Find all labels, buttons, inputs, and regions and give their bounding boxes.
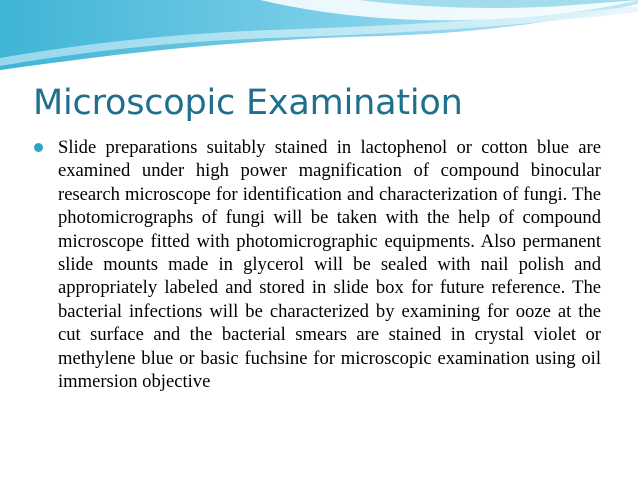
header-wave-decoration bbox=[0, 0, 638, 80]
slide-title: Microscopic Examination bbox=[33, 83, 463, 123]
bullet-dot-icon bbox=[34, 143, 43, 152]
bullet-text: Slide preparations suitably stained in lactophenol or cotton blue are examined under high power magnification of compound binocular research microscope for identification and characterization of fungi. The photomicrographs of fungi will be taken with the help of compound microscope fitted with photomicrographic equipments. Also permanent slide mounts made in glycerol will be sealed with nail polish and appropriately labeled and stored in slide box for future reference. The bacterial infections will be characterized by examining for ooze at the cut surface and the bacterial smears are stained in crystal violet or methylene blue or basic fuchsine for microscopic examination using oil immersion objective bbox=[58, 137, 601, 393]
